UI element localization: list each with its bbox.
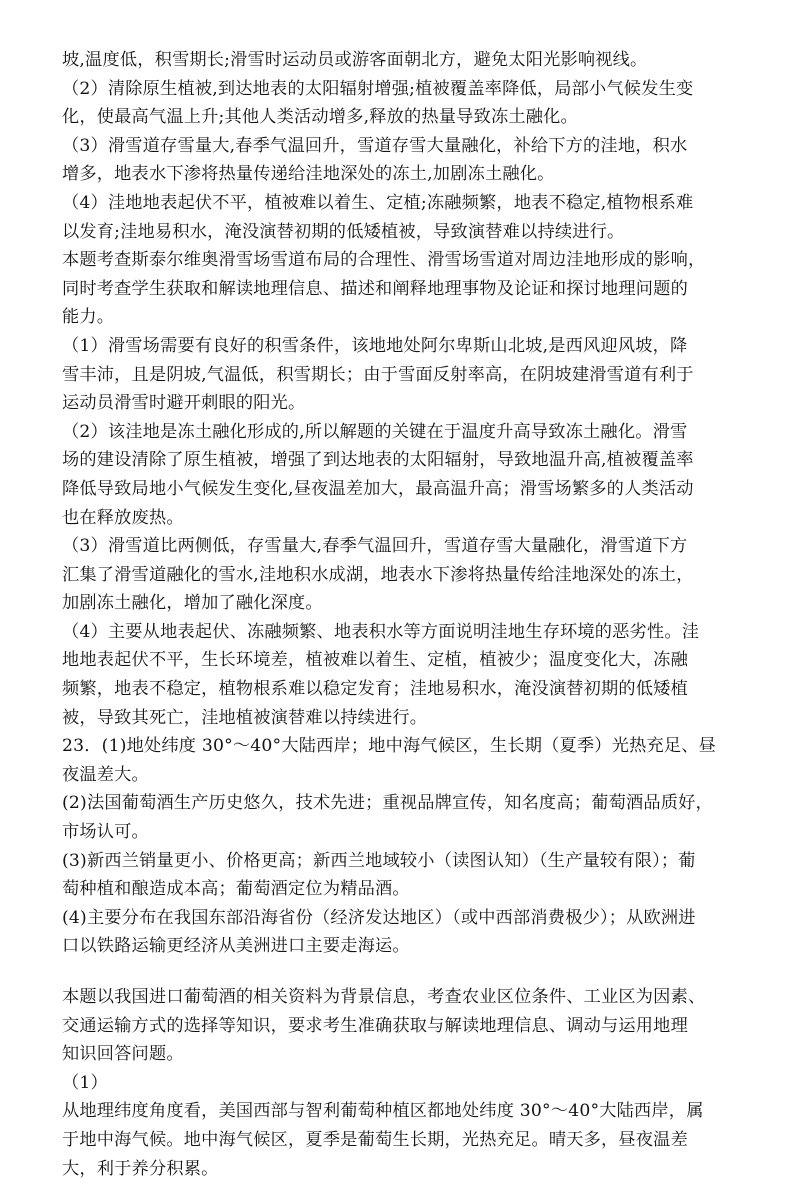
text-line: 雪丰沛，且是阴坡,气温低，积雪期长；由于雪面反射率高，在阴坡建滑雪道有利于	[62, 364, 694, 385]
text-line: 坡,温度低，积雪期长;滑雪时运动员或游客面朝北方，避免太阳光影响视线。	[62, 50, 648, 70]
text-line: 也在释放废热。	[62, 507, 184, 528]
text-line: （4）洼地地表起伏不平，植被难以着生、定植;冻融频繁，地表不稳定,植物根系难	[62, 192, 694, 213]
text-line: 降低导致局地小气候发生变化,昼夜温差加大，最高温升高；滑雪场繁多的人类活动	[62, 478, 694, 499]
text-line: 夜温差大。	[62, 764, 149, 785]
text-line: 口以铁路运输更经济从美洲进口主要走海运。	[62, 936, 410, 957]
text-line: 场的建设清除了原生植被，增强了到达地表的太阳辐射，导致地温升高,植被覆盖率	[62, 450, 694, 471]
text-line: 23．(1)地处纬度 30°～40°大陆西岸；地中海气候区，生长期（夏季）光热充足、昼	[62, 736, 717, 757]
text-line: 增多，地表水下渗将热量传递给洼地深处的冻土,加剧冻土融化。	[62, 164, 555, 185]
paragraph-gap	[62, 961, 748, 983]
text-line: 于地中海气候。地中海气候区，夏季是葡萄生长期，光热充足。晴天多，昼夜温差	[62, 1129, 688, 1150]
text-line: （3）滑雪道比两侧低，存雪量大,春季气温回升，雪道存雪大量融化，滑雪道下方	[62, 536, 688, 557]
text-line: 从地理纬度角度看，美国西部与智利葡萄种植区都地处纬度 30°～40°大陆西岸，属	[62, 1101, 704, 1122]
text-line: （1）	[62, 1072, 108, 1093]
text-line: 本题以我国进口葡萄酒的相关资料为背景信息，考查农业区位条件、工业区为因素、	[62, 987, 706, 1007]
text-line: 运动员滑雪时避开刺眼的阳光。	[62, 393, 306, 414]
text-line: 被，导致其死亡，洼地植被演替难以持续进行。	[62, 707, 428, 728]
text-line: （3）滑雪道存雪量大,春季气温回升，雪道存雪大量融化，补给下方的洼地，积水	[62, 135, 688, 156]
text-line: 交通运输方式的选择等知识，要求考生准确获取与解读地理信息、调动与运用地理	[62, 1015, 688, 1036]
text-line: 频繁，地表不稳定，植物根系难以稳定发育；洼地易积水，淹没演替初期的低矮植	[62, 679, 688, 700]
text-line: 知识回答问题。	[62, 1044, 184, 1065]
text-line: （2）该洼地是冻土融化形成的,所以解题的关键在于温度升高导致冻土融化。滑雪	[62, 421, 688, 442]
text-line: 化，使最高气温上升;其他人类活动增多,释放的热量导致冻土融化。	[62, 107, 578, 128]
text-line: 本题考查斯泰尔维奥滑雪场雪道布局的合理性、滑雪场雪道对周边洼地形成的影响，	[62, 250, 706, 271]
text-line: （2）清除原生植被,到达地表的太阳辐射增强;植被覆盖率降低，局部小气候发生变	[62, 78, 694, 99]
text-line: 萄种植和酿造成本高；葡萄酒定位为精品酒。	[62, 879, 410, 900]
text-line: (2)法国葡萄酒生产历史悠久，技术先进；重视品牌宣传，知名度高；葡萄酒品质好，	[62, 793, 713, 814]
text-line: (3)新西兰销量更小、价格更高；新西兰地域较小（读图认知）（生产量较有限）；葡	[62, 850, 696, 871]
text-line: 能力。	[62, 307, 115, 328]
text-line: (4)主要分布在我国东部沿海省份（经济发达地区）（或中西部消费极少）；从欧洲进	[62, 907, 696, 928]
text-line: 汇集了滑雪道融化的雪水,洼地积水成湖，地表水下渗将热量传给洼地深处的冻土，	[62, 564, 694, 585]
text-line: 同时考查学生获取和解读地理信息、描述和阐释地理事物及论证和探讨地理问题的	[62, 278, 688, 299]
text-line: 地地表起伏不平，生长环境差，植被难以着生、定植，植被少；温度变化大，冻融	[62, 650, 688, 671]
text-line: 市场认可。	[62, 822, 149, 843]
text-line: 加剧冻土融化，增加了融化深度。	[62, 593, 323, 614]
text-line: 大，利于养分积累。	[62, 1158, 219, 1179]
text-line: （1）滑雪场需要有良好的积雪条件，该地地处阿尔卑斯山北坡,是西风迎风坡，降	[62, 335, 688, 356]
text-line: 以发育;洼地易积水，淹没演替初期的低矮植被，导致演替难以持续进行。	[62, 221, 625, 242]
text-line: （4）主要从地表起伏、冻融频繁、地表积水等方面说明洼地生存环境的恶劣性。洼	[62, 621, 700, 642]
